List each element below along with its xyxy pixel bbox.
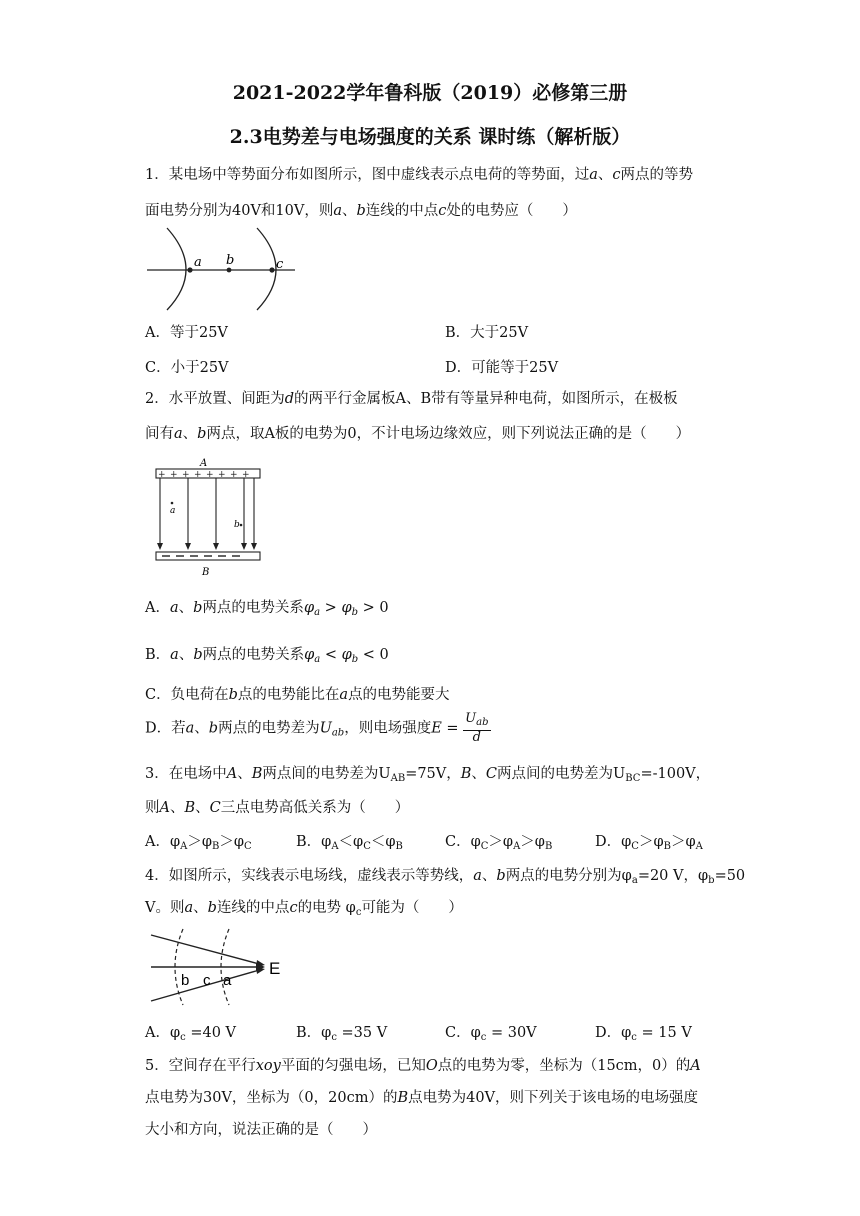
q4-line1: 4．如图所示，实线表示电场线，虚线表示等势线，a、b两点的电势分别为$\varphi_a=20$ V，$\varphi_b=50$ [145,868,746,886]
q4-figure [145,925,290,1009]
q2-fraction: $\frac{U_{ab}}{d}$ [465,711,489,745]
q1-option-a[interactable]: A．等于25V [145,325,228,341]
q4-fig-label-a: a [223,972,232,989]
q2-option-a[interactable]: A．a、b两点的电势关系$\varphi_a > \varphi_b > 0$ [145,600,389,618]
q1-option-b[interactable]: B．大于25V [445,325,529,341]
q2-figure [150,455,268,580]
q2-fig-label-a: a [170,506,176,516]
q3-option-b[interactable]: B．$\varphi_A<\varphi_C<\varphi_B$ [296,834,403,852]
q4-option-c[interactable]: C．$\varphi_c = 30V$ [445,1025,537,1043]
q4-option-d[interactable]: D．$\varphi_c = 15$ V [595,1025,692,1043]
q2-line2: 间有a、b两点，取A板的电势为0，不计电场边缘效应，则下列说法正确的是（ ） [145,426,691,442]
document-subtitle: 2.3电势差与电场强度的关系 课时练（解析版） [229,126,631,148]
q2-option-d[interactable]: D．若a、b两点的电势差为$U_{ab}$，则电场强度E = $\frac{U_{ab}}{d}$ [145,711,489,745]
svg-text:+: + [230,470,238,480]
q4-fig-label-c: c [203,972,211,989]
q2-line1: 2．水平放置、间距为d的两平行金属板A、B带有等量异种电荷，如图所示，在极板 [145,391,678,407]
q1-fig-label-b: b [226,253,235,268]
q1-option-d[interactable]: D．可能等于25V [445,360,559,376]
q4-option-b[interactable]: B．$\varphi_c =35$ V [296,1025,388,1043]
q2-fig-label-b: b [234,520,240,530]
q1-fig-label-c: c [276,257,284,272]
q3-option-c[interactable]: C．$\varphi_C>\varphi_A>\varphi_B$ [445,834,553,852]
q1-option-c[interactable]: C．小于25V [145,360,229,376]
svg-text:+: + [182,470,190,480]
q2-fig-label-A: A [200,458,208,469]
q2-option-b[interactable]: B．a、b两点的电势关系$\varphi_a < \varphi_b < 0$ [145,647,389,665]
q5-line2: 点电势为30V，坐标为（0，20cm）的B点电势为40V，则下列关于该电场的电场强度 [145,1090,699,1106]
q3-line1: 3．在电场中A、B两点间的电势差为$U_{AB}=75V$，B、C两点间的电势差为$U_{BC}=-100V$， [145,766,711,784]
q3-line2: 则A、B、C三点电势高低关系为（ ） [145,800,410,816]
q1-fig-label-a: a [194,255,202,270]
q2-fig-label-B: B [202,567,210,578]
q5-line1: 5．空间存在平行xoy平面的匀强电场，已知O点的电势为零，坐标为（15cm，0）的A [145,1058,701,1074]
svg-text:+: + [218,470,226,480]
q3-option-d[interactable]: D．$\varphi_C>\varphi_B>\varphi_A$ [595,834,703,852]
q5-line3: 大小和方向，说法正确的是（ ） [145,1122,377,1138]
q1-figure [145,226,300,312]
q1-line1: 1．某电场中等势面分布如图所示，图中虚线表示点电荷的等势面，过a、c两点的等势 [145,167,694,183]
q4-option-a[interactable]: A．$\varphi_c =40$ V [145,1025,237,1043]
svg-text:+: + [170,470,178,480]
q4-fig-label-b: b [181,972,190,989]
q2-option-c[interactable]: C．负电荷在b点的电势能比在a点的电势能要大 [145,687,450,703]
svg-text:+: + [158,470,166,480]
svg-text:+: + [242,470,250,480]
svg-text:+: + [206,470,214,480]
q3-option-a[interactable]: A．$\varphi_A>\varphi_B>\varphi_C$ [145,834,252,852]
svg-text:+: + [194,470,202,480]
q4-fig-label-E: E [269,959,281,978]
q4-line2: V。则a、b连线的中点c的电势 $\varphi_c$可能为（ ） [145,900,463,918]
document-title: 2021-2022学年鲁科版（2019）必修第三册 [232,82,628,104]
q1-line2: 面电势分别为40V和10V，则a、b连线的中点c处的电势应（ ） [145,203,577,219]
